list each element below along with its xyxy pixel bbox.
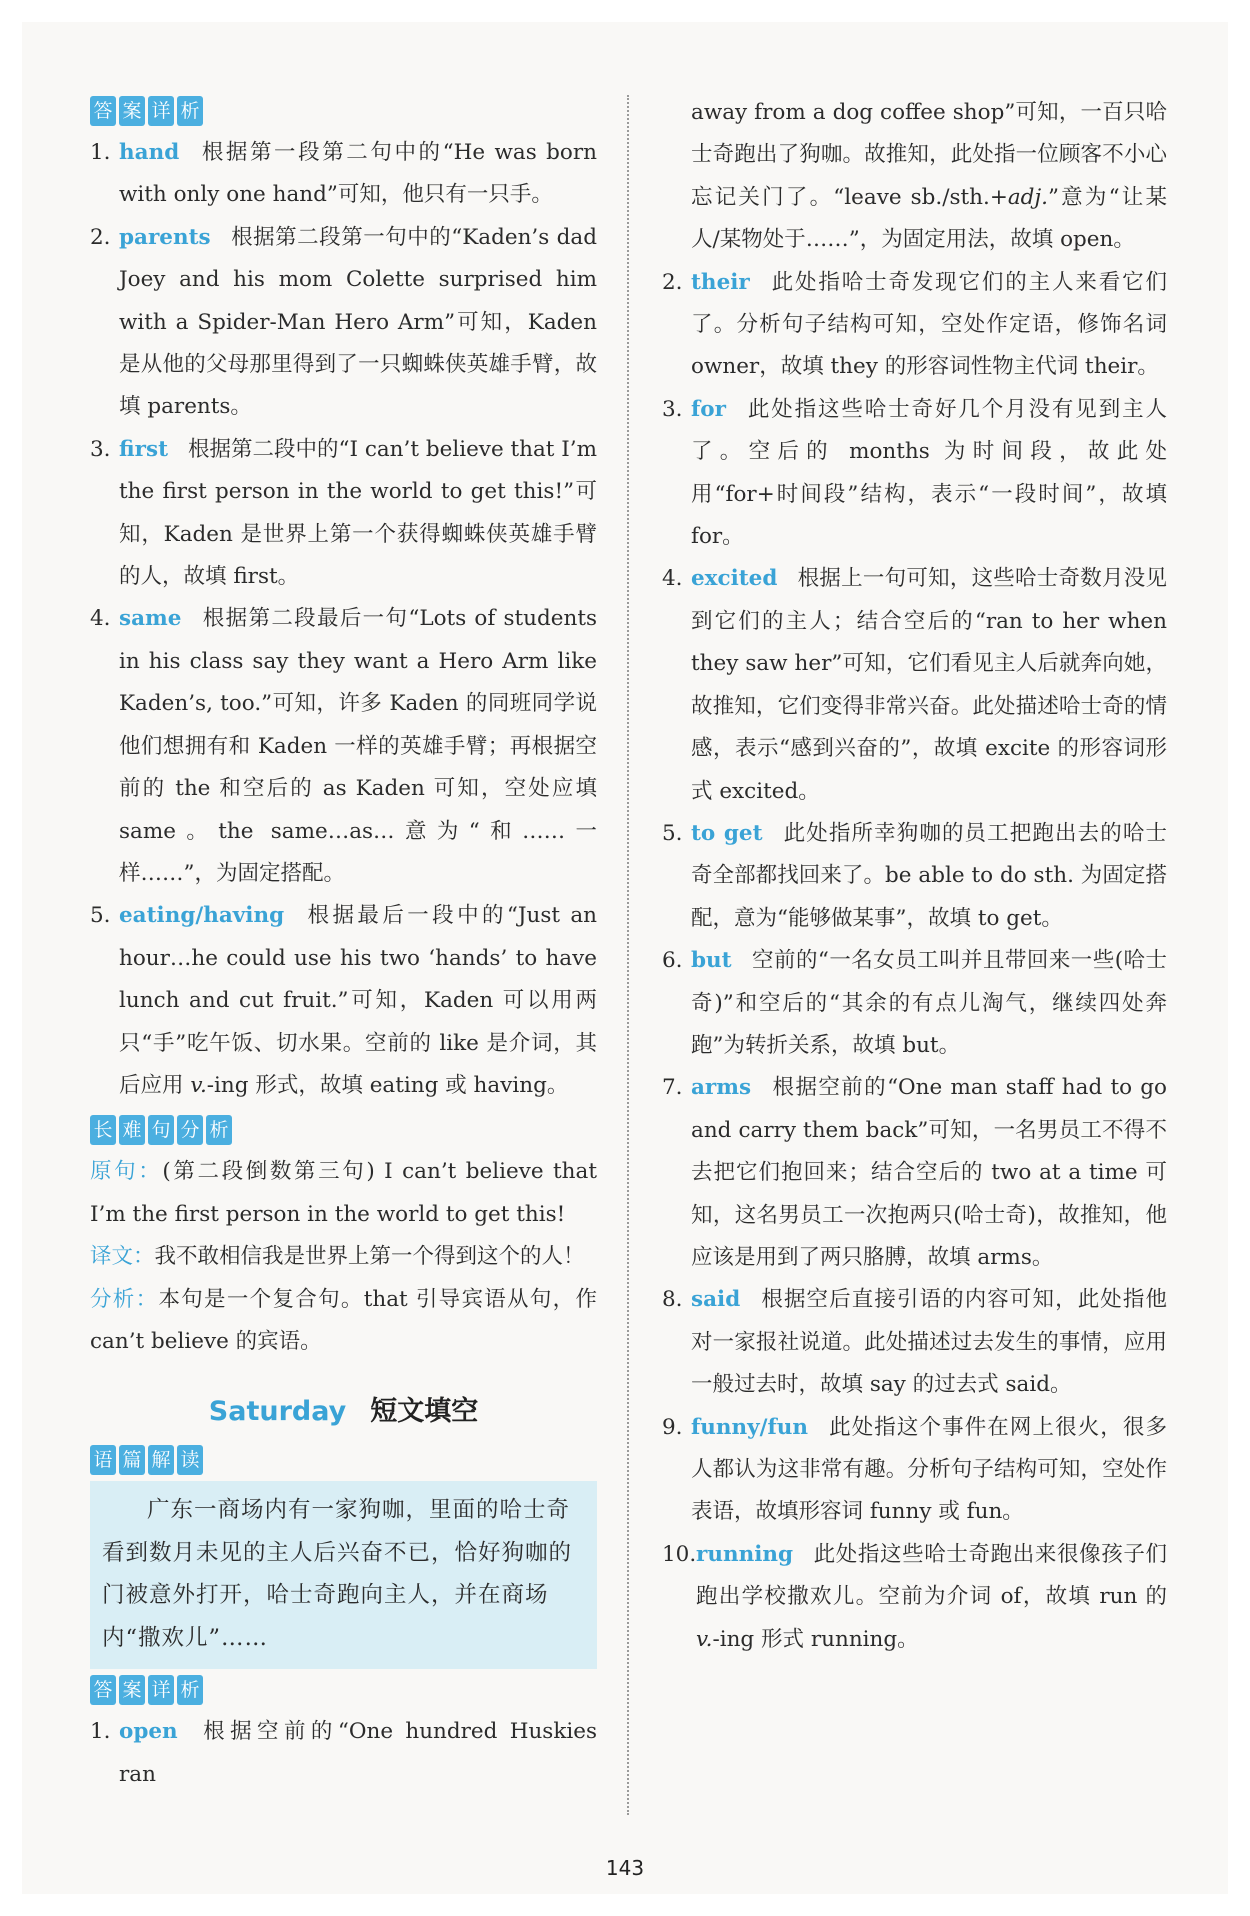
answer-details-heading-2 (90, 1675, 597, 1705)
analysis-label: 分析： (90, 1286, 159, 1312)
heading-char: 析 (206, 1115, 232, 1145)
passage-reading-heading (90, 1445, 597, 1475)
heading-char: 长 (90, 1115, 116, 1145)
answer-word: for (691, 396, 726, 422)
left-column (90, 92, 597, 1796)
explanation-italic: v. (696, 1626, 713, 1652)
analysis (90, 1279, 597, 1364)
page-number: 143 (605, 1856, 645, 1880)
answer-word: open (119, 1719, 178, 1745)
item-number: 10. (662, 1541, 697, 1567)
explanation-text: 此处指哈士奇发现它们的主人来看它们了。分析句子结构可知，空处作定语，修饰名词 owner，故填 they 的形容词性物主代词 their。 (691, 269, 1167, 380)
answer-word: said (691, 1287, 741, 1313)
heading-char: 答 (90, 1675, 116, 1705)
answer-item-2 (90, 217, 597, 429)
explanation-text: 根据空后直接引语的内容可知，此处指他对一家报社说道。此处描述过去发生的事情，应用一般过去时，故填 say 的过去式 said。 (691, 1287, 1167, 1398)
answer-word: first (119, 436, 168, 462)
heading-char: 详 (148, 1675, 174, 1705)
item-number: 5. (90, 903, 111, 929)
explanation-text: -ing 形式 running。 (712, 1626, 919, 1652)
item-number: 1. (90, 140, 111, 165)
answer-word: running (696, 1541, 794, 1567)
answer-word: parents (119, 224, 211, 250)
item-number: 2. (662, 269, 683, 295)
explanation-text: away from a dog coffee shop”可知，一百只哈士奇跑出了狗咖。故推知，此处指一位顾客不小心忘记关门了。“leave sb./sth.+ (691, 100, 1167, 210)
explanation-text: 根据空前的“One hundred Huskies ran (119, 1719, 597, 1787)
item-number: 3. (90, 436, 111, 462)
heading-char: 解 (148, 1445, 174, 1475)
answer-item-s5 (662, 813, 1167, 940)
explanation-text: -ing 形式，故填 eating 或 having。 (206, 1072, 569, 1098)
passage-summary: 广东一商场内有一家狗咖，里面的哈士奇看到数月未见的主人后兴奋不已，恰好狗咖的门被意外打开，哈士奇跑向主人，并在商场内“撒欢儿”…… (90, 1481, 597, 1669)
item-number: 4. (90, 606, 111, 632)
heading-char: 语 (90, 1445, 116, 1475)
answer-item-4 (90, 598, 597, 895)
explanation-text: 根据空前的“One man staff had to go and carry them back”可知，一名男员工不得不去把它们抱回来；结合空后的 two at a time 可知，这名男员工一次抱两只(哈士奇)，故推知，他应该是用到了两只胳膊，故填 arms。 (691, 1075, 1167, 1270)
day-title: Saturday (208, 1396, 347, 1428)
item-number: 3. (662, 396, 683, 422)
item-number: 8. (662, 1287, 683, 1313)
translation-label: 译文： (90, 1244, 155, 1270)
answer-item-s1-continued (662, 92, 1167, 262)
heading-char: 案 (119, 96, 145, 126)
answer-item-s10 (662, 1534, 1167, 1661)
long-sentence-analysis-heading (90, 1115, 597, 1145)
explanation-text: ”意为“让某人/某物处于……”，为固定用法，故填 open。 (691, 184, 1168, 253)
item-number: 5. (662, 820, 683, 846)
item-number: 6. (662, 948, 683, 974)
answer-item-s3 (662, 389, 1167, 559)
explanation-text: 根据上一句可知，这些哈士奇数月没见到它们的主人；结合空后的“ran to her when they saw her”可知，它们看见主人后就奔向她，故推知，它们变得非常兴奋。此处描述哈士奇的情感，表示“感到兴奋的”，故填 excite 的形容词形式 excited。 (691, 566, 1167, 804)
heading-char: 答 (90, 96, 116, 126)
heading-char: 详 (148, 96, 174, 126)
item-number: 7. (662, 1075, 683, 1101)
explanation-text: 根据第二段最后一句“Lots of students in his class say they want a Hero Arm like Kaden’s, too.”可知，许多 Kaden 的同班同学说他们想拥有和 Kaden 一样的英雄手臂；再根据空前的 the 和空后的 as Kaden 可知，空处应填 same。the same…as…意为“和……一样……”，为固定搭配。 (119, 606, 597, 886)
analysis-text: 本句是一个复合句。that 引导宾语从句，作 can’t believe 的宾语。 (90, 1286, 597, 1354)
section-type: 短文填空 (370, 1396, 479, 1428)
explanation-italic: adj. (1007, 184, 1048, 210)
original-text: (第二段倒数第三句) I can’t believe that I’m the first person in the world to get this! (90, 1159, 597, 1227)
heading-char: 难 (119, 1115, 145, 1145)
section-title (90, 1391, 597, 1433)
explanation-text: 根据第一段第二句中的“He was born with only one hand”可知，他只有一只手。 (119, 140, 597, 208)
translation (90, 1236, 597, 1278)
explanation-text: 此处指这些哈士奇好几个月没有见到主人了。空后的 months 为时间段，故此处用“for+时间段”结构，表示“一段时间”，故填 for。 (691, 396, 1167, 550)
answer-word: but (691, 948, 732, 974)
explanation-italic: v. (190, 1072, 207, 1098)
explanation-text: 此处指所幸狗咖的员工把跑出去的哈士奇全部都找回来了。be able to do sth. 为固定搭配，意为“能够做某事”，故填 to get。 (691, 820, 1167, 931)
answer-word: same (119, 606, 182, 632)
answer-details-heading (90, 96, 597, 126)
heading-char: 析 (177, 96, 203, 126)
explanation-text: 此处指这些哈士奇跑出来很像孩子们跑出学校撒欢儿。空前为介词 of，故填 run 的 (696, 1541, 1167, 1610)
answer-item-s7 (662, 1067, 1167, 1279)
explanation-text: 根据最后一段中的“Just an hour…he could use his two ‘hands’ to have lunch and cut fruit.”可知，Kaden 可以用两只“手”吃午饭、切水果。空前的 like 是介词，其后应用 (119, 903, 597, 1098)
explanation-text: 空前的“一名女员工叫并且带回来一些(哈士奇)”和空后的“其余的有点儿淘气，继续四处奔跑”为转折关系，故填 but。 (691, 948, 1167, 1058)
explanation-text: 根据第二段第一句中的“Kaden’s dad Joey and his mom Colette surprised him with a Spider-Man Hero Arm”可知，Kaden 是从他的父母那里得到了一只蜘蛛侠英雄手臂，故填 parents。 (119, 224, 597, 420)
heading-char: 析 (177, 1675, 203, 1705)
answer-item-1 (90, 132, 597, 217)
heading-char: 分 (177, 1115, 203, 1145)
heading-char: 句 (148, 1115, 174, 1145)
answer-word: their (691, 269, 750, 295)
item-number: 9. (662, 1414, 683, 1440)
original-label: 原句： (90, 1159, 163, 1185)
right-column (662, 92, 1167, 1661)
answer-item-s4 (662, 558, 1167, 812)
item-number: 1. (90, 1719, 111, 1745)
answer-item-s1 (90, 1711, 597, 1796)
heading-char: 篇 (119, 1445, 145, 1475)
answer-item-3 (90, 429, 597, 599)
answer-word: arms (691, 1075, 752, 1101)
translation-text: 我不敢相信我是世界上第一个得到这个的人！ (154, 1244, 585, 1270)
answer-item-5 (90, 895, 597, 1107)
answer-item-s2 (662, 262, 1167, 389)
heading-char: 案 (119, 1675, 145, 1705)
answer-word: to get (691, 820, 763, 846)
explanation-text: 此处指这个事件在网上很火，很多人都认为这非常有趣。分析句子结构可知，空处作表语，故填形容词 funny 或 fun。 (691, 1414, 1167, 1525)
answer-item-s8 (662, 1279, 1167, 1406)
item-number: 2. (90, 224, 111, 250)
heading-char: 读 (177, 1445, 203, 1475)
answer-item-s9 (662, 1407, 1167, 1534)
item-number: 4. (662, 566, 683, 592)
explanation-text: 根据第二段中的“I can’t believe that I’m the first person in the world to get this!”可知，Kaden 是世界上第一个获得蜘蛛侠英雄手臂的人，故填 first。 (119, 436, 597, 590)
original-sentence (90, 1151, 597, 1236)
answer-item-s6 (662, 940, 1167, 1067)
answer-word: hand (119, 140, 180, 165)
answer-word: eating/having (119, 903, 285, 929)
answer-word: excited (691, 566, 778, 592)
answer-word: funny/fun (691, 1414, 809, 1440)
column-divider (627, 95, 629, 1815)
